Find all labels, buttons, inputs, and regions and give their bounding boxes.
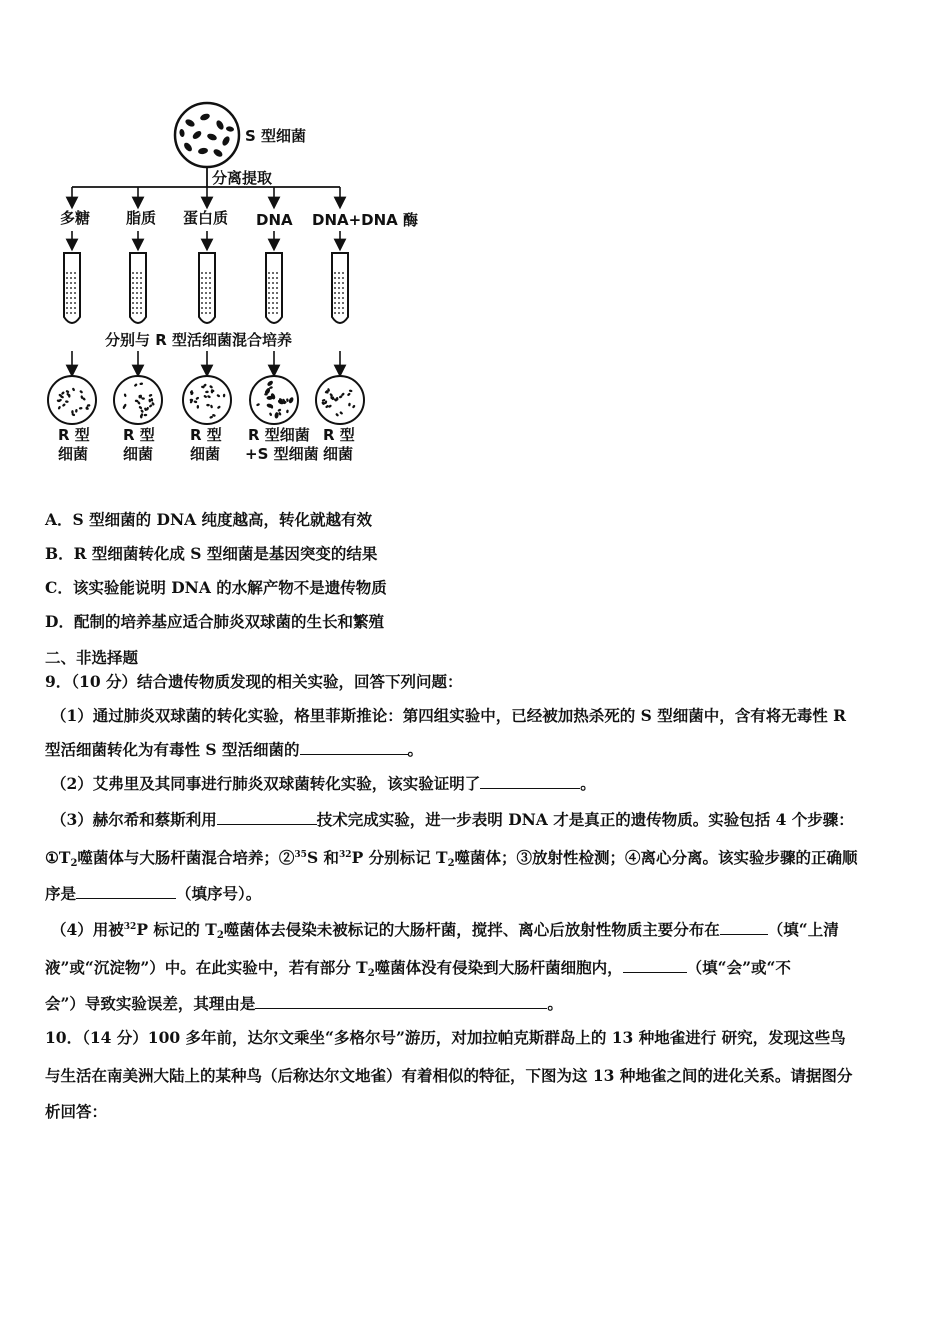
result-label-5-line1: R 型 xyxy=(323,426,355,444)
component-label-4: DNA xyxy=(256,211,293,229)
q9-part3-line3: 序是 （填序号）。 xyxy=(45,884,262,903)
option-a: A．S 型细菌的 DNA 纯度越高，转化就越有效 xyxy=(45,510,373,529)
answer-blank-6[interactable] xyxy=(623,957,687,973)
q9-part3-line1: （3）赫尔希和蔡斯利用 技术完成实验，进一步表明 DNA 才是真正的遗传物质。实验包括 4 个步骤： xyxy=(51,810,854,829)
component-label-3: 蛋白质 xyxy=(183,209,229,227)
result-label-1-line2: 细菌 xyxy=(58,445,89,463)
component-label-1: 多糖 xyxy=(60,209,91,227)
option-c: C．该实验能说明 DNA 的水解产物不是遗传物质 xyxy=(45,578,387,597)
component-label-2: 脂质 xyxy=(126,209,157,227)
q9-part3-line2: $①T_2$噬菌体与大肠杆菌混合培养；②$^{35}$S 和$^{32}$P 分别标记 $T_2$噬菌体；③放射性检测；④离心分离。该实验步骤的正确顺 xyxy=(45,848,858,869)
component-label-5: DNA+DNA 酶 xyxy=(312,211,419,229)
answer-blank-4[interactable] xyxy=(76,883,176,899)
q9-part4-line2: 液”或“沉淀物”）中。在此实验中，若有部分 $T_2$噬菌体没有侵染到大肠杆菌细胞内， （填“会”或“不 xyxy=(45,958,791,979)
result-label-3-line1: R 型 xyxy=(190,426,222,444)
answer-blank-7[interactable] xyxy=(255,993,547,1009)
result-label-4-line2: +S 型细菌 xyxy=(245,445,319,463)
result-dish-2 xyxy=(114,376,162,424)
q9-part1-line2: 型活细菌转化为有毒性 S 型活细菌的 。 xyxy=(45,740,424,759)
result-label-3-line2: 细菌 xyxy=(190,445,221,463)
s-bacteria-label: S 型细菌 xyxy=(245,127,307,145)
answer-blank-5[interactable] xyxy=(720,919,768,935)
result-label-5-line2: 细菌 xyxy=(323,445,354,463)
result-label-1-line1: R 型 xyxy=(58,426,90,444)
result-label-2-line1: R 型 xyxy=(123,426,155,444)
q9-part1-line1: （1）通过肺炎双球菌的转化实验，格里菲斯推论：第四组实验中，已经被加热杀死的 S 型细菌中，含有将无毒性 R xyxy=(51,706,847,725)
result-dish-1 xyxy=(48,376,96,424)
option-d: D．配制的培养基应适合肺炎双球菌的生长和繁殖 xyxy=(45,612,384,631)
q10-line2: 与生活在南美洲大陆上的某种鸟（后称达尔文地雀）有着相似的特征，下图为这 13 种地雀之间的进化关系。请据图分 xyxy=(45,1066,853,1085)
answer-blank-3[interactable] xyxy=(217,809,317,825)
answer-blank-2[interactable] xyxy=(480,773,580,789)
q9-part4-line1: （4）用被$^{32}$P 标记的 $T_2$噬菌体去侵染未被标记的大肠杆菌，搅拌、离心后放射性物质主要分布在 （填“上清 xyxy=(51,920,839,941)
s-bacteria-dish xyxy=(175,103,239,167)
result-label-4-line1: R 型细菌 xyxy=(248,426,310,444)
result-label-2-line2: 细菌 xyxy=(123,445,154,463)
extract-label: 分离提取 xyxy=(212,169,273,187)
experiment-diagram xyxy=(40,95,440,470)
section-title: 二、非选择题 xyxy=(45,648,139,667)
option-b: B．R 型细菌转化成 S 型细菌是基因突变的结果 xyxy=(45,544,378,563)
q9-part4-line3: 会”）导致实验误差，其理由是 。 xyxy=(45,994,563,1013)
q10-line1: 10．（14 分）100 多年前，达尔文乘坐“多格尔号”游历，对加拉帕克斯群岛上的 13 种地雀进行 研究，发现这些鸟 xyxy=(45,1028,846,1047)
transformation-experiment-svg xyxy=(40,95,440,470)
q9-stem: 9．（10 分）结合遗传物质发现的相关实验，回答下列问题： xyxy=(45,672,463,691)
answer-blank-1[interactable] xyxy=(300,739,408,755)
q9-part2: （2）艾弗里及其同事进行肺炎双球菌转化实验，该实验证明了 。 xyxy=(51,774,596,793)
mix-label: 分别与 R 型活细菌混合培养 xyxy=(105,331,292,349)
q10-line3: 析回答： xyxy=(45,1102,108,1121)
